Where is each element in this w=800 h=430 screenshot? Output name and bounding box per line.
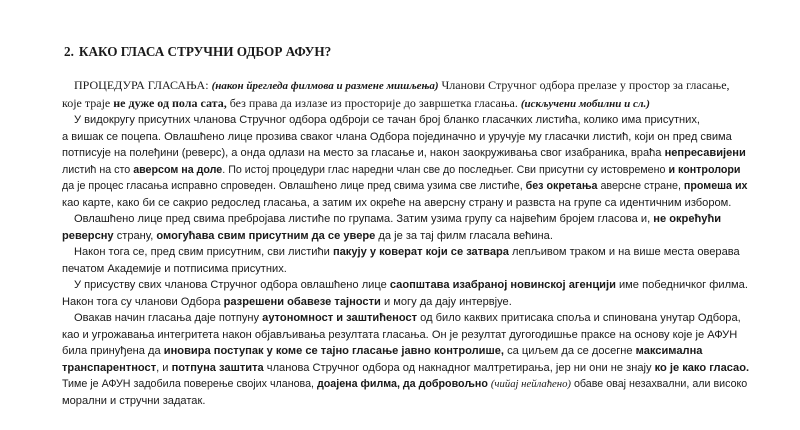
p6-line-3: била принуђена да иновира поступак у коме се тајно гласање јавно контролише, са циљем да се досегне максимална <box>62 345 703 357</box>
p5-line-1: У присуству свих чланова Стручног одбора овлашћено лице саопштава изабраној новинској агенцији име победничког филма. <box>74 279 748 291</box>
p2-line-1: У видокругу присутних чланова Стручног одбора одброји се тачан број бланко гласачких листића, колико има присутних, <box>74 114 700 126</box>
p6-line-1: Овакав начин гласања даје потпуну аутономност и заштићеност од било каквих притисака споља и спинована унутар Одбора, <box>74 312 741 324</box>
p6-line-6: морални и стручни задатак. <box>62 394 206 407</box>
p1-line-1: ПРОЦЕДУРА ГЛАСАЊА: (након йрегледа филмова и размене мишљења) Чланови Стручног одбора прелазе у простор за гласање, <box>74 78 730 92</box>
section-heading <box>64 44 331 60</box>
document-body <box>62 77 752 409</box>
p6-line-5: Тиме је АФУН задобила поверење својих чланова, доајена филма, да добровољно (чийај нейлаћено) обаве овај незахвални, али високо <box>62 378 748 390</box>
p3-line-1: Овлашћено лице пред свима пребројава листиће по групама. Затим узима групу са највећим бројем гласова и, не окрећући <box>74 213 722 225</box>
p6-line-2: као и угрожавања интегритета након објављивања резултата гласања. Он је резултат дугогодишње праксе на основу које је АФУН <box>62 328 738 341</box>
p2-line-4: листић на сто аверсом на доле. По истој процедури глас наредни члан све до последњег. Сви присутни су истовремено и контролори <box>62 163 741 176</box>
p5-line-2: Након тога су чланови Одбора разрешени обавезе тајности и могу да дају интервјуе. <box>62 295 512 308</box>
section-number: 2. <box>64 44 74 59</box>
p2-line-5: да је процес гласања исправно спроведен. Овлашћено лице пред свима узима све листиће, без окретања аверсне стране, промеша их <box>62 180 748 192</box>
p4-line-2: печатом Академије и потписима присутних. <box>62 262 287 275</box>
section-title: КАКО ГЛАСА СТРУЧНИ ОДБОР АФУН? <box>78 44 332 59</box>
p2-line-3: потписује на полеђини (реверс), а онда одлази на место за гласање и, након заокруживања свог изабраника, враћа непресавијени <box>62 147 746 159</box>
p2-line-2: а вишак се поцепа. Овлашћено лице прозива сваког члана Одбора појединачно и уручује му гласачки листић, који он пред свима <box>62 130 732 143</box>
p3-line-2: реверсну страну, омогућава свим присутним да се увере да је за тај филм гласала већина. <box>62 229 553 242</box>
p4-line-1: Након тога се, пред свим присутним, сви листићи пакују у коверат који се затвара лепљивом траком и на више места оверава <box>74 246 740 258</box>
p1-line-2: које траје не дуже од пола сата, без права да излазе из просторије до завршетка гласања. (искључени мобилни и сл.) <box>62 95 650 110</box>
p6-line-4: транспарентност, и потпуна заштита чланова Стручног одбора од накнадног малтретирања, јер ни они не знају ко је како гласао. <box>62 361 750 374</box>
p2-line-6: као карте, како би се сакрио редослед гласања, а затим их окреће на аверсну страну и развста на групе са идентичним избором. <box>62 196 732 209</box>
